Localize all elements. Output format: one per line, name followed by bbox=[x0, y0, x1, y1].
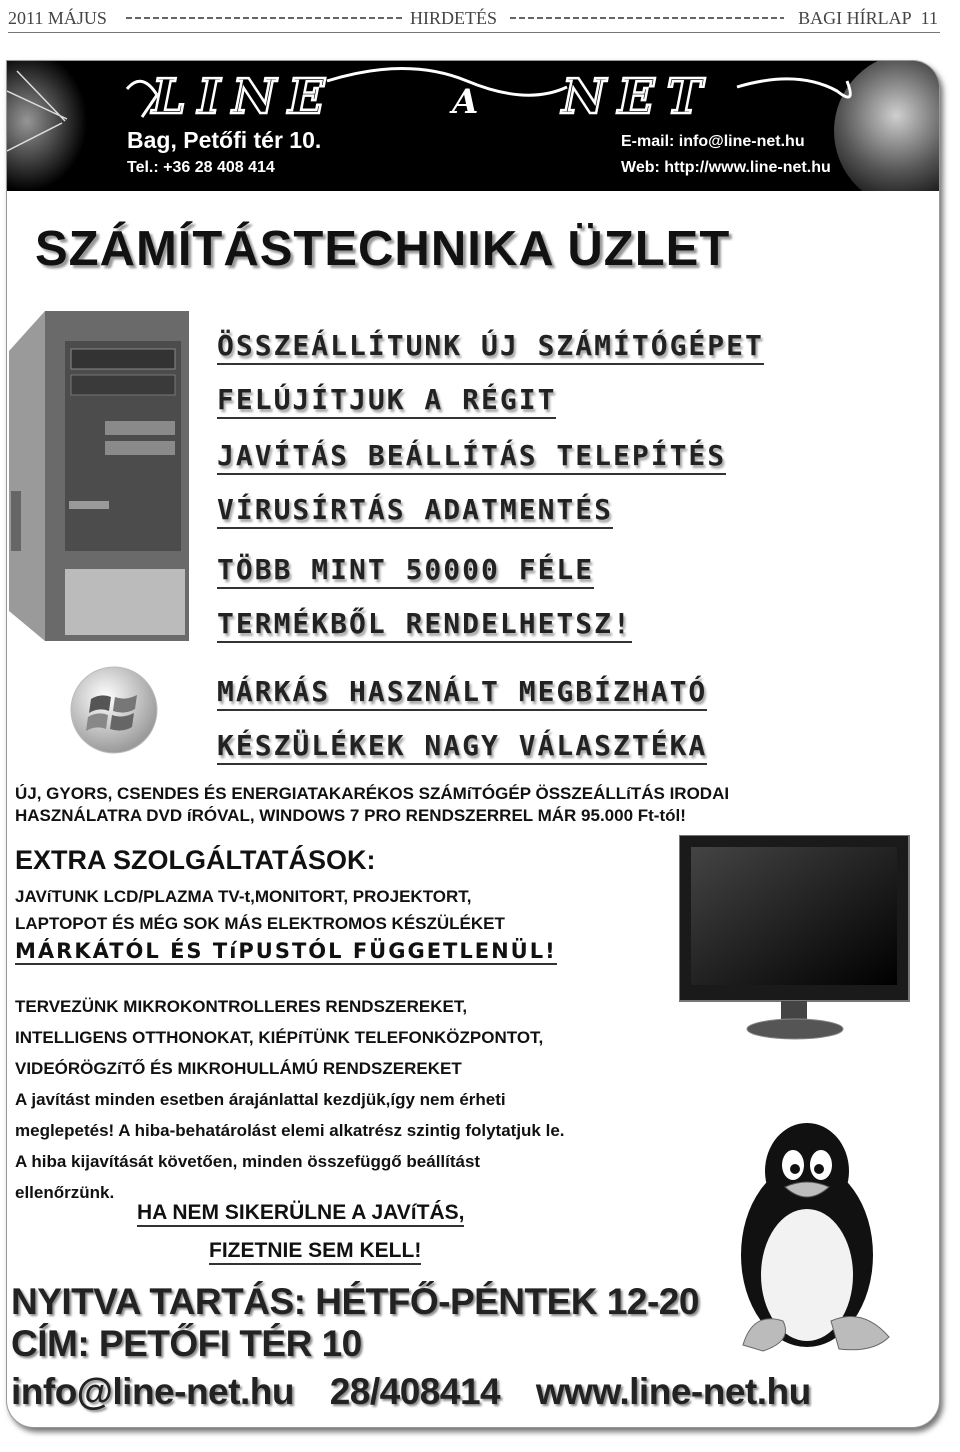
service-line: FELÚJÍTJUK A RÉGIT bbox=[217, 383, 556, 419]
pc-tower-icon bbox=[9, 311, 199, 646]
header-rule bbox=[8, 32, 940, 33]
banner-web: Web: http://www.line-net.hu bbox=[621, 159, 831, 176]
windows-logo-icon bbox=[69, 665, 159, 755]
issue-date: 2011 MÁJUS bbox=[8, 8, 107, 28]
footer-web: www.line-net.hu bbox=[535, 1371, 811, 1412]
service-line: ÖSSZEÁLLÍTUNK ÚJ SZÁMÍTÓGÉPET bbox=[217, 329, 764, 365]
publication-name: BAGI HÍRLAP 11 bbox=[798, 8, 938, 28]
svg-text:LINE: LINE bbox=[152, 69, 337, 125]
tux-penguin-icon bbox=[723, 1115, 903, 1355]
service-line: VÍRUSÍRTÁS ADATMENTÉS bbox=[217, 493, 613, 529]
service-group-2 bbox=[217, 433, 726, 541]
shop-title: SZÁMÍTÁSTECHNIKA ÜZLET bbox=[35, 222, 731, 276]
opening-hours: NYITVA TARTÁS: HÉTFŐ-PÉNTEK 12-20 bbox=[11, 1281, 699, 1322]
lcd-monitor-icon bbox=[679, 835, 913, 1045]
running-head bbox=[8, 4, 940, 30]
section-name: HIRDETÉS bbox=[410, 8, 497, 28]
advertisement bbox=[6, 60, 940, 1428]
banner-address: Bag, Petőfi tér 10. bbox=[127, 127, 322, 153]
body-text: TERVEZÜNK MIKROKONTROLLERES RENDSZEREKET, INTELLIGENS OTTHONOKAT, KIÉPíTÜNK TELEFONKÖZPONTOT, VIDEÓRÖGZíTŐ ÉS MIKROHULLÁMÚ RENDSZEREKET A javítást minden esetben árajánlattal kezdjük,így nem érheti meglepetés! A hiba-behatárolást elemi alkatrész szintig folytatjuk le. A hiba kijavítását követően, minden összefüggő beállítást ellenőrzünk. bbox=[15, 997, 565, 1202]
banner-email: E-mail: info@line-net.hu bbox=[621, 133, 805, 150]
brand-independent-note: MÁRKÁTÓL ÉS TíPUSTÓL FÜGGETLENÜL! bbox=[15, 939, 557, 963]
service-group-4 bbox=[217, 669, 707, 777]
extra-services-list: JAVíTUNK LCD/PLAZMA TV-t,MONITORT, PROJEKTORT, LAPTOPOT ÉS MÉG SOK MÁS ELEKTROMOS KÉSZÜLÉKET bbox=[15, 887, 505, 933]
service-group-1 bbox=[217, 323, 764, 431]
footer-email: info@line-net.hu bbox=[11, 1371, 294, 1412]
banner-phone: Tel.: +36 28 408 414 bbox=[127, 159, 275, 176]
guarantee-line-2: FIZETNIE SEM KELL! bbox=[209, 1239, 421, 1265]
service-line: KÉSZÜLÉKEK NAGY VÁLASZTÉKA bbox=[217, 729, 707, 765]
guarantee-line-1: HA NEM SIKERÜLNE A JAVíTÁS, bbox=[137, 1201, 464, 1227]
footer-phone: 28/408414 bbox=[329, 1371, 501, 1412]
svg-text:NET: NET bbox=[562, 69, 715, 125]
service-line: TÖBB MINT 50000 FÉLE bbox=[217, 553, 594, 589]
page-number: 11 bbox=[920, 8, 938, 28]
service-line: MÁRKÁS HASZNÁLT MEGBÍZHATÓ bbox=[217, 675, 707, 711]
svg-text:A: A bbox=[452, 82, 479, 122]
footer-contacts bbox=[11, 1371, 837, 1413]
lead-text: ÚJ, GYORS, CSENDES ÉS ENERGIATAKARÉKOS SZÁMíTÓGÉP ÖSSZEÁLLíTÁS IRODAI HASZNÁLATRA DVD íRÓVAL, WINDOWS 7 PRO RENDSZERREL MÁR 95.000 Ft-tól! bbox=[15, 784, 730, 825]
banner bbox=[7, 61, 940, 191]
service-line: JAVÍTÁS BEÁLLÍTÁS TELEPÍTÉS bbox=[217, 439, 726, 475]
service-group-3 bbox=[217, 547, 632, 655]
ornament-left bbox=[126, 17, 404, 19]
extra-services-heading: EXTRA SZOLGÁLTATÁSOK: bbox=[15, 845, 376, 875]
ornament-right bbox=[510, 17, 784, 19]
footer-address: CÍM: PETŐFI TÉR 10 bbox=[11, 1323, 362, 1364]
service-line: TERMÉKBŐL RENDELHETSZ! bbox=[217, 607, 632, 643]
